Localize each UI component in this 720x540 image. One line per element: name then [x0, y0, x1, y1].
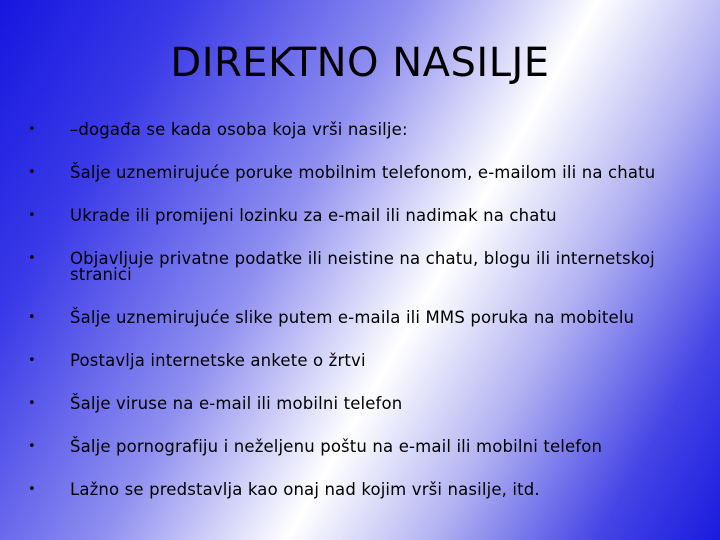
bullet-icon: • [28, 353, 36, 368]
bullet-icon: • [28, 122, 36, 137]
bullet-list [28, 122, 688, 525]
slide-title: DIREKTNO NASILJE [170, 40, 550, 86]
list-item-text: Šalje uznemirujuće slike putem e-maila ili MMS poruka na mobitelu [70, 308, 635, 327]
bullet-icon: • [28, 165, 36, 180]
bullet-icon: • [28, 482, 36, 497]
list-item [28, 165, 688, 181]
bullet-icon: • [28, 396, 36, 411]
list-item [28, 310, 688, 326]
list-item-text: Šalje uznemirujuće poruke mobilnim telefonom, e-mailom ili na chatu [70, 163, 656, 182]
list-item [28, 396, 688, 412]
list-item-text: Postavlja internetske ankete o žrtvi [70, 351, 366, 370]
bullet-icon: • [28, 208, 36, 223]
list-item-text: Objavljuje privatne podatke ili neistine na chatu, blogu ili internetskoj stranici [70, 249, 655, 284]
list-item [28, 208, 688, 224]
bullet-icon: • [28, 310, 36, 325]
list-item-text: Šalje pornografiju i neželjenu poštu na e-mail ili mobilni telefon [70, 437, 603, 456]
list-item [28, 251, 688, 283]
bullet-icon: • [28, 439, 36, 454]
list-item [28, 439, 688, 455]
list-item-text: Šalje viruse na e-mail ili mobilni telefon [70, 394, 403, 413]
list-item-text: Lažno se predstavlja kao onaj nad kojim vrši nasilje, itd. [70, 480, 540, 499]
list-item [28, 353, 688, 369]
list-item-text: Ukrade ili promijeni lozinku za e-mail ili nadimak na chatu [70, 206, 557, 225]
bullet-icon: • [28, 251, 36, 266]
list-item-text: –događa se kada osoba koja vrši nasilje: [70, 120, 408, 139]
list-item [28, 122, 688, 138]
list-item [28, 482, 688, 498]
